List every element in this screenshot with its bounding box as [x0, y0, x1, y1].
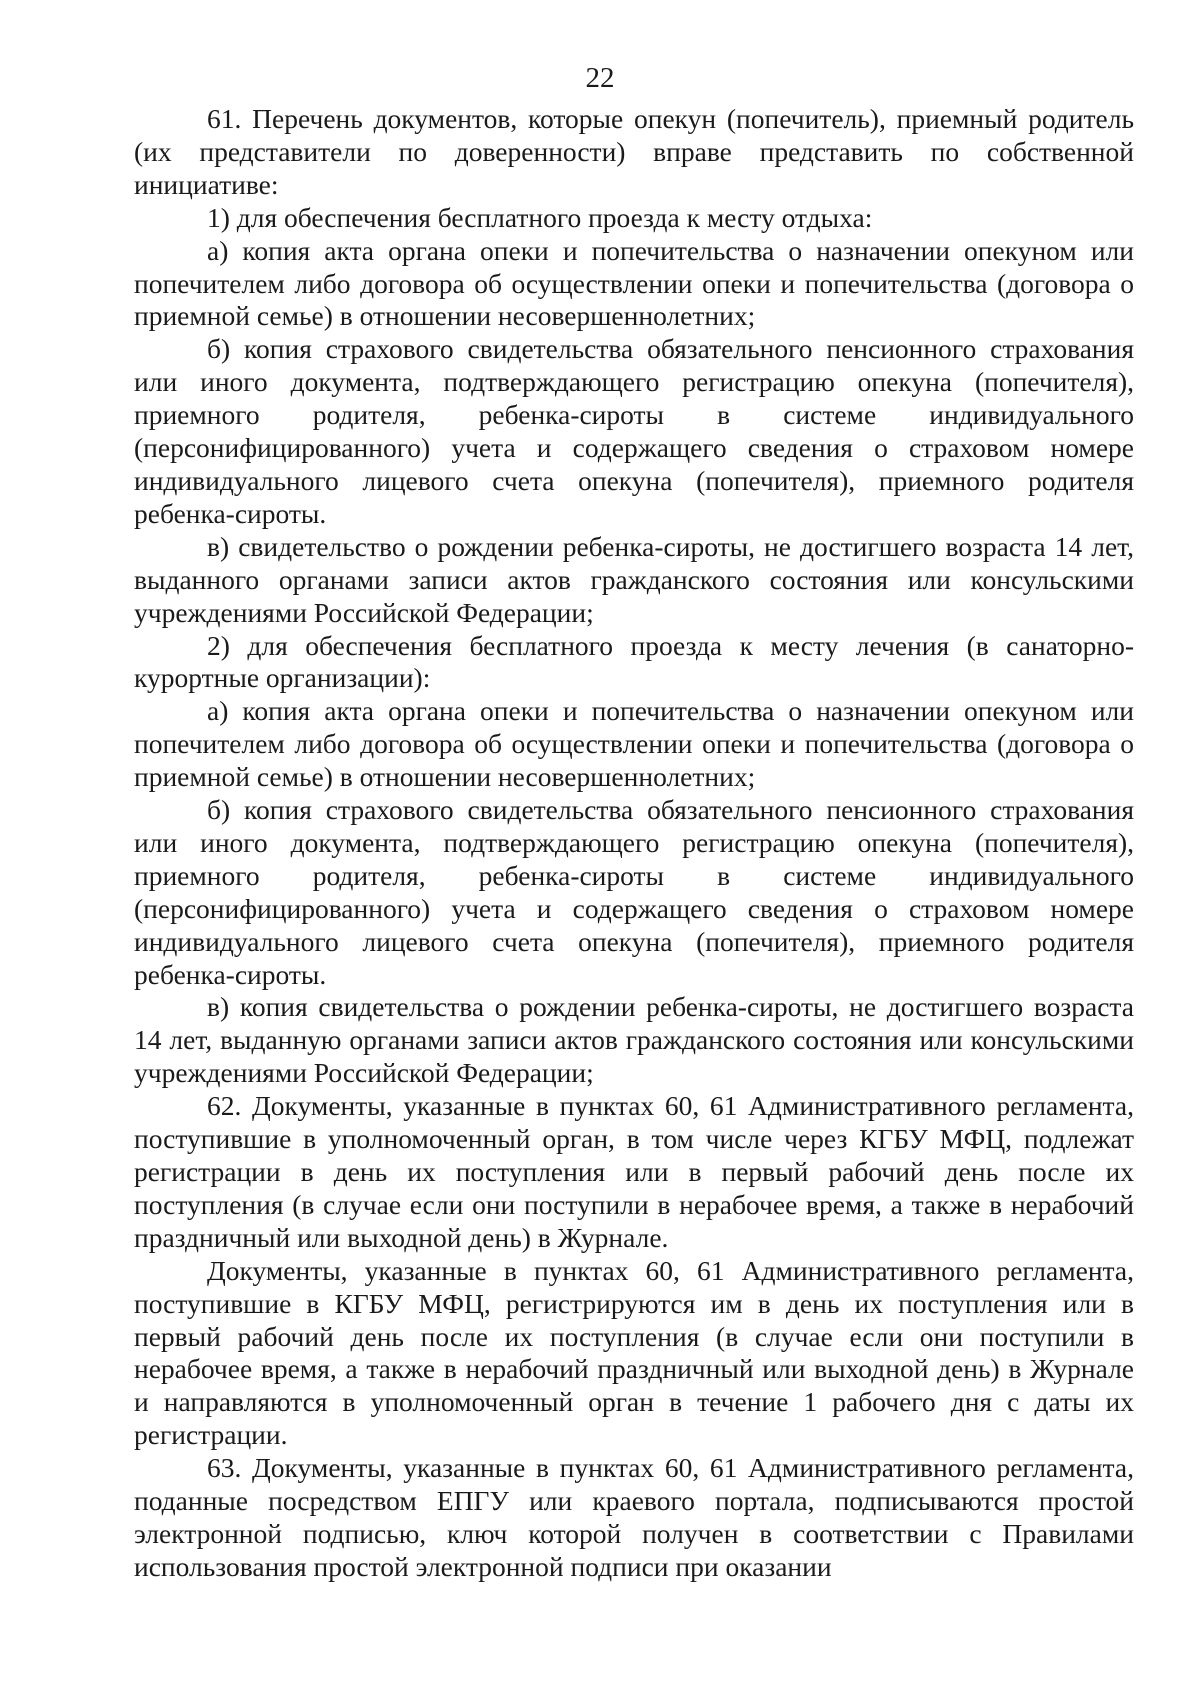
paragraph-61-intro: 61. Перечень документов, которые опекун (попечитель), приемный родитель (их представители по доверенности) вправе представить по собственной инициативе:	[134, 103, 1134, 200]
document-body	[134, 103, 1134, 1584]
paragraph-62: 62. Документы, указанные в пунктах 60, 61 Административного регламента, поступившие в уполномоченный орган, в том числе через КГБУ МФЦ, подлежат регистрации в день их поступления или в первый рабочий день после их поступления (в случае если они поступили в нерабочее время, а также в нерабочий праздничный или выходной день) в Журнале.	[134, 1090, 1134, 1253]
paragraph-63: 63. Документы, указанные в пунктах 60, 61 Административного регламента, поданные посредством ЕПГУ или краевого портала, подписываются простой электронной подписью, ключ которой получен в соответствии с Правилами использования простой электронной подписи при оказании	[134, 1452, 1134, 1582]
page-number: 22	[585, 62, 615, 94]
paragraph-61-1: 1) для обеспечения бесплатного проезда к месту отдыха:	[207, 201, 873, 233]
paragraph-61-1-a: а) копия акта органа опеки и попечительства о назначении опекуном или попечителем либо договора об осуществлении опеки и попечительства (договора о приемной семье) в отношении несовершеннолетних;	[134, 234, 1134, 332]
paragraph-61-1-v: в) свидетельство о рождении ребенка-сироты, не достигшего возраста 14 лет, выданного органами записи актов гражданского состояния или консульскими учреждениями Российской Федерации;	[134, 530, 1134, 628]
paragraph-61-2-a: а) копия акта органа опеки и попечительства о назначении опекуном или попечителем либо договора об осуществлении опеки и попечительства (договора о приемной семье) в отношении несовершеннолетних;	[134, 695, 1134, 793]
paragraph-62-continued: Документы, указанные в пунктах 60, 61 Административного регламента, поступившие в КГБУ МФЦ, регистрируются им в день их поступления или в первый рабочий день после их поступления (в случае если они поступили в нерабочее время, а также в нерабочий праздничный или выходной день) в Журнале и направляются в уполномоченный орган в течение 1 рабочего дня с даты их регистрации.	[134, 1254, 1134, 1451]
paragraph-61-2-b: б) копия страхового свидетельства обязательного пенсионного страхования или иного документа, подтверждающего регистрацию опекуна (попечителя), приемного родителя, ребенка-сироты в системе индивидуального (персонифицированного) учета и содержащего сведения о страховом номере индивидуального лицевого счета опекуна (попечителя), приемного родителя ребенка-сироты.	[134, 794, 1134, 990]
paragraph-61-2: 2) для обеспечения бесплатного проезда к месту лечения (в санаторно-курортные организации):	[134, 629, 1134, 694]
paragraph-61-2-v: в) копия свидетельства о рождении ребенка-сироты, не достигшего возраста 14 лет, выданную органами записи актов гражданского состояния или консульскими учреждениями Российской Федерации;	[134, 991, 1134, 1089]
paragraph-61-1-b: б) копия страхового свидетельства обязательного пенсионного страхования или иного документа, подтверждающего регистрацию опекуна (попечителя), приемного родителя, ребенка-сироты в системе индивидуального (персонифицированного) учета и содержащего сведения о страховом номере индивидуального лицевого счета опекуна (попечителя), приемного родителя ребенка-сироты.	[134, 333, 1134, 529]
